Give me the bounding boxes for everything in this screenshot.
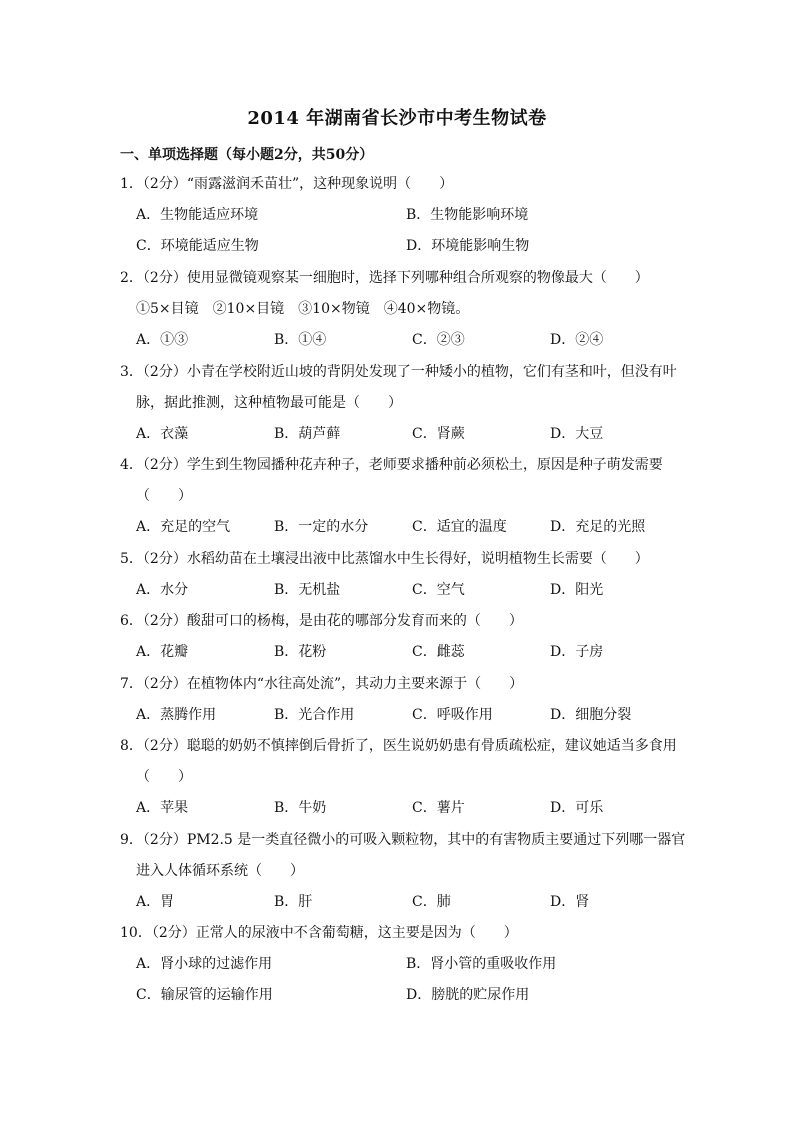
option-b: B．一定的水分 — [274, 519, 369, 535]
question-stem: 8．（2分）聪聪的奶奶不慎摔倒后骨折了，医生说奶奶患有骨质疏松症，建议她适当多食用 — [120, 738, 677, 754]
question-stem: 6．（2分）酸甜可口的杨梅，是由花的哪部分发育而来的（ ） — [120, 613, 523, 629]
question-2 — [120, 263, 680, 356]
question-4 — [120, 450, 680, 543]
question-stem: 5．（2分）水稻幼苗在土壤浸出液中比蒸馏水中生长得好，说明植物生长需要（ ） — [120, 551, 649, 567]
option-a: A．花瓣 — [136, 644, 189, 660]
option-c: C．雌蕊 — [412, 644, 465, 660]
option-b: B．①④ — [274, 332, 327, 348]
option-d: D．肾 — [550, 894, 590, 910]
option-b: B．肾小管的重吸收作用 — [406, 956, 557, 972]
option-d: D．大豆 — [550, 426, 604, 442]
option-c: C．适宜的温度 — [412, 519, 507, 535]
question-stem: 1．（2分）“雨露滋润禾苗壮”，这种现象说明（ ） — [120, 176, 454, 192]
question-3 — [120, 357, 680, 450]
option-d: D．膀胱的贮尿作用 — [406, 987, 530, 1003]
options-row — [120, 200, 680, 231]
question-stem: 3．（2分）小青在学校附近山坡的背阴处发现了一种矮小的植物，它们有茎和叶，但没有叶 — [120, 364, 677, 380]
options-row — [120, 949, 680, 980]
option-d: D．子房 — [550, 644, 604, 660]
option-d: D．充足的光照 — [550, 519, 646, 535]
question-stem-cont: 进入人体循环系统（ ） — [136, 863, 304, 879]
option-c: C．肾蕨 — [412, 426, 465, 442]
option-b: B．肝 — [274, 894, 313, 910]
option-d: D．阳光 — [550, 582, 604, 598]
option-a: A．充足的空气 — [136, 519, 231, 535]
option-c: C．肺 — [412, 894, 451, 910]
option-c: C．输尿管的运输作用 — [136, 987, 273, 1003]
question-stem: 7．（2分）在植物体内“水往高处流”，其动力主要来源于（ ） — [120, 676, 524, 692]
option-c: C．②③ — [412, 332, 465, 348]
option-b: B．牛奶 — [274, 800, 327, 816]
options-row — [120, 231, 680, 262]
question-7 — [120, 669, 680, 731]
option-b: B．光合作用 — [274, 707, 355, 723]
options-row — [120, 887, 680, 918]
option-c: C．环境能适应生物 — [136, 238, 259, 254]
option-d: D．细胞分裂 — [550, 707, 632, 723]
option-a: A．蒸腾作用 — [136, 707, 217, 723]
option-c: C．空气 — [412, 582, 465, 598]
question-stem-cont: ①5×目镜 ②10×目镜 ③10×物镜 ④40×物镜。 — [136, 301, 470, 317]
option-b: B．葫芦藓 — [274, 426, 341, 442]
question-9 — [120, 825, 686, 918]
question-stem: 4．（2分）学生到生物园播种花卉种子，老师要求播种前必须松土，原因是种子萌发需要 — [120, 457, 663, 473]
page-title: 2014 年湖南省长沙市中考生物试卷 — [247, 108, 547, 129]
question-stem: 9．（2分）PM2.5 是一类直径微小的可吸入颗粒物，其中的有害物质主要通过下列哪一器官 — [120, 832, 686, 848]
options-row — [120, 575, 680, 606]
option-a: A．水分 — [136, 582, 189, 598]
question-5 — [120, 544, 680, 606]
section-heading: 一、单项选择题（每小题2分，共50分） — [120, 147, 374, 163]
question-6 — [120, 606, 680, 668]
question-stem-cont: 脉，据此推测，这种植物最可能是（ ） — [136, 395, 402, 411]
option-d: D．②④ — [550, 332, 604, 348]
option-b: B．花粉 — [274, 644, 327, 660]
question-stem-cont: （ ） — [136, 488, 192, 504]
options-row — [120, 419, 680, 450]
option-a: A．①③ — [136, 332, 189, 348]
question-8 — [120, 731, 680, 824]
option-c: C．呼吸作用 — [412, 707, 493, 723]
option-d: D．可乐 — [550, 800, 604, 816]
option-b: B．无机盐 — [274, 582, 341, 598]
options-row — [120, 325, 680, 356]
options-row — [120, 637, 680, 668]
option-a: A．生物能适应环境 — [136, 207, 259, 223]
options-row — [120, 793, 680, 824]
option-a: A．胃 — [136, 894, 175, 910]
option-a: A．衣藻 — [136, 426, 189, 442]
options-row — [120, 512, 680, 543]
question-stem: 10．（2分）正常人的尿液中不含葡萄糖，这主要是因为（ ） — [120, 925, 518, 941]
option-a: A．肾小球的过滤作用 — [136, 956, 273, 972]
option-b: B．生物能影响环境 — [406, 207, 529, 223]
question-10 — [120, 918, 680, 1011]
question-stem: 2．（2分）使用显微镜观察某一细胞时，选择下列哪种组合所观察的物像最大（ ） — [120, 270, 649, 286]
options-row — [120, 700, 680, 731]
option-d: D．环境能影响生物 — [406, 238, 530, 254]
option-a: A．苹果 — [136, 800, 189, 816]
question-stem-cont: （ ） — [136, 769, 192, 785]
options-row — [120, 980, 680, 1011]
option-c: C．薯片 — [412, 800, 465, 816]
question-1 — [120, 169, 680, 262]
